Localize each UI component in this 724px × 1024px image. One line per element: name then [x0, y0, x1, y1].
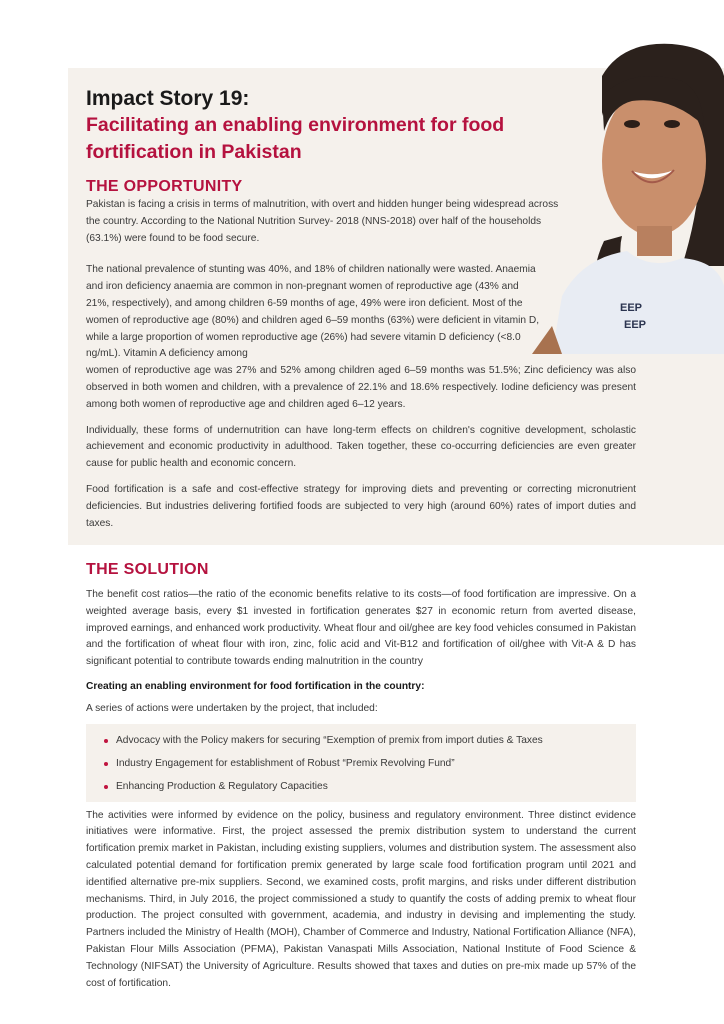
- actions-list: [86, 724, 636, 802]
- svg-text:EEP: EEP: [624, 319, 647, 331]
- list-item: Industry Engagement for establishment of Robust “Premix Revolving Fund”: [86, 752, 636, 775]
- opportunity-paragraph-2b: women of reproductive age was 27% and 52% among children aged 6–59 months was 51.5%; Zinc deficiency was also observed in both women and children, with a prevalence of 22.1% and 18.6% respectively. Iodine deficiency was present among both women of reproductive age and children aged 6–12 years.: [86, 365, 636, 410]
- bullet-icon: [104, 785, 108, 789]
- list-item: Advocacy with the Policy makers for securing “Exemption of premix from import duties & Taxes: [86, 729, 636, 752]
- opportunity-paragraph-1: Pakistan is facing a crisis in terms of malnutrition, with overt and hidden hunger being widespread across the country. According to the National Nutrition Survey- 2018 (NNS-2018) over half of the households (63.1%) were found to be food secure.: [86, 199, 559, 244]
- solution-section: [86, 560, 636, 992]
- opportunity-heading: THE OPPORTUNITY: [86, 178, 243, 195]
- page-subtitle-line1: Facilitating an enabling environment for food: [86, 114, 505, 136]
- solution-paragraph-2: The activities were informed by evidence on the policy, business and regulatory environment. Three distinct evidence initiatives were informative. First, the project assessed the premix distribution system to understand the current fortification premix market in Pakistan, including existing suppliers, volumes and distribution system. The assessment also calculated potential demand for fortification premix generated by large scale food fortification program until 2021 and identified alternative pre-mix suppliers. Second, we examined costs, profit margins, and risks under different distribution mechanisms. Third, in July 2016, the project commissioned a study to quantify the costs of adding premix to wheat flour production. The project consulted with government, academia, and industry in devising and implementing the study. Partners included the Ministry of Health (MOH), Chamber of Commerce and Industry, National Fortification Alliance (NFA), Pakistan Flour Mills Association (PFMA), Pakistan Vanaspati Mills Association, National Institute of Food Science & Technology (NIFSAT) the University of Agriculture. Results showed that taxes and duties on pre-mix made up 57% of the cost of fortification.: [86, 809, 636, 989]
- list-item: Enhancing Production & Regulatory Capacities: [86, 775, 636, 798]
- opportunity-paragraph-3: Individually, these forms of undernutrition can have long-term effects on children's cognitive development, scholastic achievement and economic productivity in adulthood. Taken together, these co-occurring deficiencies are even greater cause for public health and economic concern.: [86, 424, 636, 470]
- page-subtitle-line2: fortification in Pakistan: [86, 141, 302, 163]
- solution-subheading: Creating an enabling environment for food fortification in the country:: [86, 680, 425, 692]
- solution-intro: A series of actions were undertaken by the project, that included:: [86, 702, 378, 714]
- bullet-icon: [104, 762, 108, 766]
- header: [86, 86, 636, 166]
- page-title: Impact Story 19:: [86, 87, 250, 110]
- solution-paragraph-1: The benefit cost ratios—the ratio of the economic benefits relative to its costs—of food fortification are impressive. On a weighted average basis, every $1 invested in fortification generates $27 in economic return from averted disease, improved earnings, and enhanced work productivity. Wheat flour and oil/ghee are key food vehicles consumed in Pakistan and the fortification of wheat flour with iron, zinc, folic acid and Vit-B12 and fortification of oil/ghee with Vit-A & D has significant potential to contribute towards ending malnutrition in the country: [86, 589, 636, 668]
- solution-heading: THE SOLUTION: [86, 561, 209, 578]
- bullet-icon: [104, 739, 108, 743]
- opportunity-paragraph-4: Food fortification is a safe and cost-effective strategy for improving diets and preventing or correcting micronutrient deficiencies. But industries delivering fortified foods are subjected to very high (around 60%) rates of import duties and taxes.: [86, 483, 636, 529]
- opportunity-paragraph-2a: The national prevalence of stunting was 40%, and 18% of children nationally were wasted. Anaemia and iron deficiency anaemia are common in non-pregnant women of reproductive age (43% and 21%, respectively), and among children 6-59 months of age, 49% were iron deficient. Most of the women of reproductive age (80%) and children aged 6–59 months (63%) were deficient in vitamin D, while a large proportion of women reproductive age (26%) had severe vitamin D deficiency (<8.0 ng/mL). Vitamin A deficiency among: [86, 264, 540, 360]
- opportunity-section: [86, 177, 636, 532]
- svg-text:EEP: EEP: [620, 302, 643, 314]
